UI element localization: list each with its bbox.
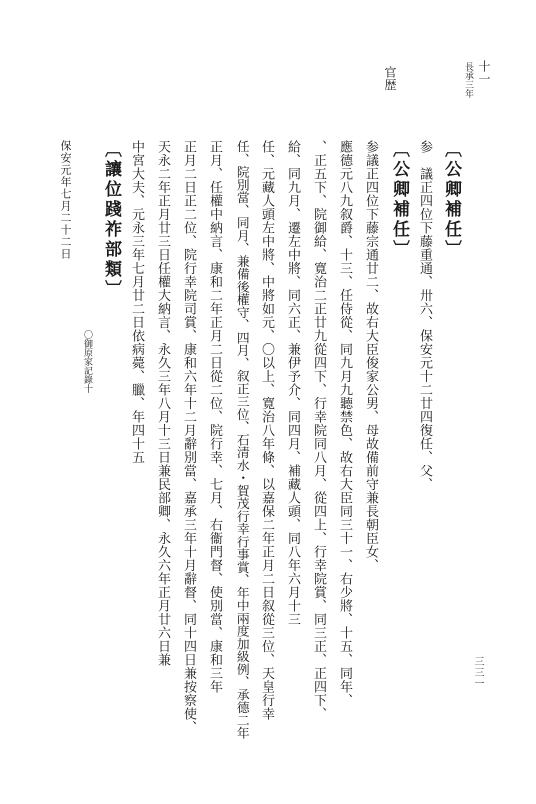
text-column-i: 天永二年正月廿三日任權大納言、永久三年八月十三日兼民部卿、永久六年正月廿六日兼 — [155, 140, 170, 667]
volume-number: 十一 — [477, 60, 491, 85]
section-title-2: 〔公卿補任〕 — [389, 140, 409, 260]
text-column-g: 正月、任權中納言、康和二年正月二日從二位、院行幸、七月、右衞門督、使別當、康和三年 — [207, 140, 222, 694]
section-title-3: 〔讓位踐祚部類〕 — [101, 140, 121, 300]
ruler-title: 官歴 — [383, 66, 397, 91]
date-line: 保安元年七月二十二日 — [59, 140, 72, 260]
text-column-d: 給、同九月、遷左中將、同六正、兼伊予介、同四月、補藏人頭、同八年六月十三 — [285, 140, 300, 626]
text-column-f: 任、院別當、同月、兼備後權守、四月、叙正三位、石清水・賀茂行幸行事賞、年中兩度加級例、承德二年 — [233, 140, 249, 740]
text-column-a: 参議正四位下藤宗通廿二、故右大臣俊家公男、母故備前守兼長朝臣女、 — [363, 140, 378, 572]
text-column-e: 任、元藏人頭左中將、中將如元、〇以上、寛治八年條、以嘉保二年正月二日叙從三位、天皇行幸 — [259, 140, 274, 721]
page-number: 三三一 — [472, 656, 483, 689]
text-column-c: 、正五下、院御給、寛治二正廿九從四下、行幸院同八月、從四上、行幸院賞、同三正、正四下、 — [311, 140, 326, 721]
section-title-1: 〔公卿補任〕 — [441, 140, 461, 260]
text-column-b: 應德元八九叙爵、十三、任侍從、同九月九聽禁色、故右大臣同三十一、右少將、十五、同年、 — [337, 140, 352, 707]
entry-1: 参 議正四位下藤重通、卅六、保安元十二廿四復任、父、 — [417, 140, 432, 491]
text-column-h: 正月二日正二位、院行幸院司賞、康和六年十二月辭別當、嘉承三年十月辭督、同十四日兼按察使、 — [181, 140, 196, 734]
text-column-j: 中宮大夫、元永三年七月廿二日依病薨、臘、年四十五 — [129, 140, 144, 464]
era-line: 長承三年 — [463, 62, 473, 98]
source-note: 〇御原家記錄十 — [82, 330, 92, 393]
